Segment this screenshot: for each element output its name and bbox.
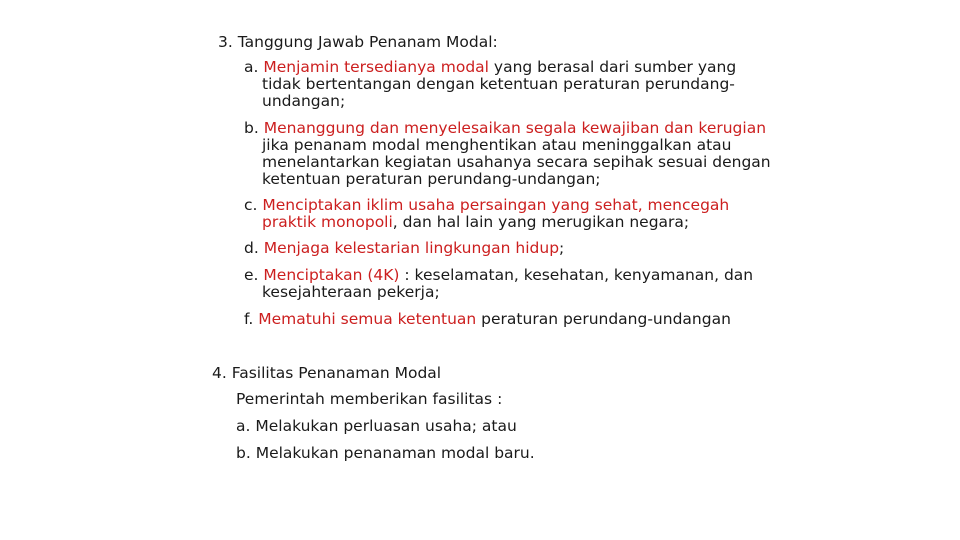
item-letter: b.	[244, 119, 259, 137]
item-highlight: Menciptakan iklim usaha persaingan yang sehat, mencegah	[262, 196, 730, 214]
item-continuation: kesejahteraan pekerja;	[262, 283, 440, 301]
item-continuation	[262, 214, 689, 231]
item-letter: c.	[244, 196, 258, 214]
item-highlight: Menciptakan (4K)	[263, 266, 400, 284]
item-highlight: Menjamin tersedianya modal	[263, 58, 489, 76]
item-rest: yang berasal dari sumber yang	[488, 58, 737, 76]
item-highlight: praktik monopoli	[262, 213, 393, 231]
item-highlight: Mematuhi semua ketentuan	[258, 310, 477, 328]
section-4-item-a: a. Melakukan perluasan usaha; atau	[236, 417, 517, 435]
item-continuation: jika penanam modal menghentikan atau meninggalkan atau	[262, 136, 732, 154]
item-highlight: Menjaga kelestarian lingkungan hidup	[263, 239, 560, 257]
item-continuation: menelantarkan kegiatan usahanya secara sepihak sesuai dengan	[262, 153, 771, 171]
item-letter: a.	[244, 58, 259, 76]
item-letter: f.	[244, 310, 254, 328]
item-letter: e.	[244, 266, 259, 284]
item-continuation: undangan;	[262, 92, 346, 110]
section-4-intro: Pemerintah memberikan fasilitas :	[236, 390, 503, 408]
item-rest: : keselamatan, kesehatan, kenyamanan, dan	[399, 266, 754, 284]
item-rest: peraturan perundang-undangan	[476, 310, 731, 328]
item-continuation: tidak bertentangan dengan ketentuan peraturan perundang-	[262, 75, 735, 93]
section-3-heading: 3. Tanggung Jawab Penanam Modal:	[218, 33, 498, 51]
item-rest: ;	[559, 239, 565, 257]
item-letter: d.	[244, 239, 259, 257]
section-4-heading: 4. Fasilitas Penanaman Modal	[212, 364, 442, 382]
item-highlight: Menanggung dan menyelesaikan segala kewajiban dan kerugian	[263, 119, 767, 137]
item-rest: , dan hal lain yang merugikan negara;	[392, 213, 690, 231]
item-continuation: ketentuan peraturan perundang-undangan;	[262, 170, 601, 188]
section-4-item-b: b. Melakukan penanaman modal baru.	[236, 444, 535, 462]
